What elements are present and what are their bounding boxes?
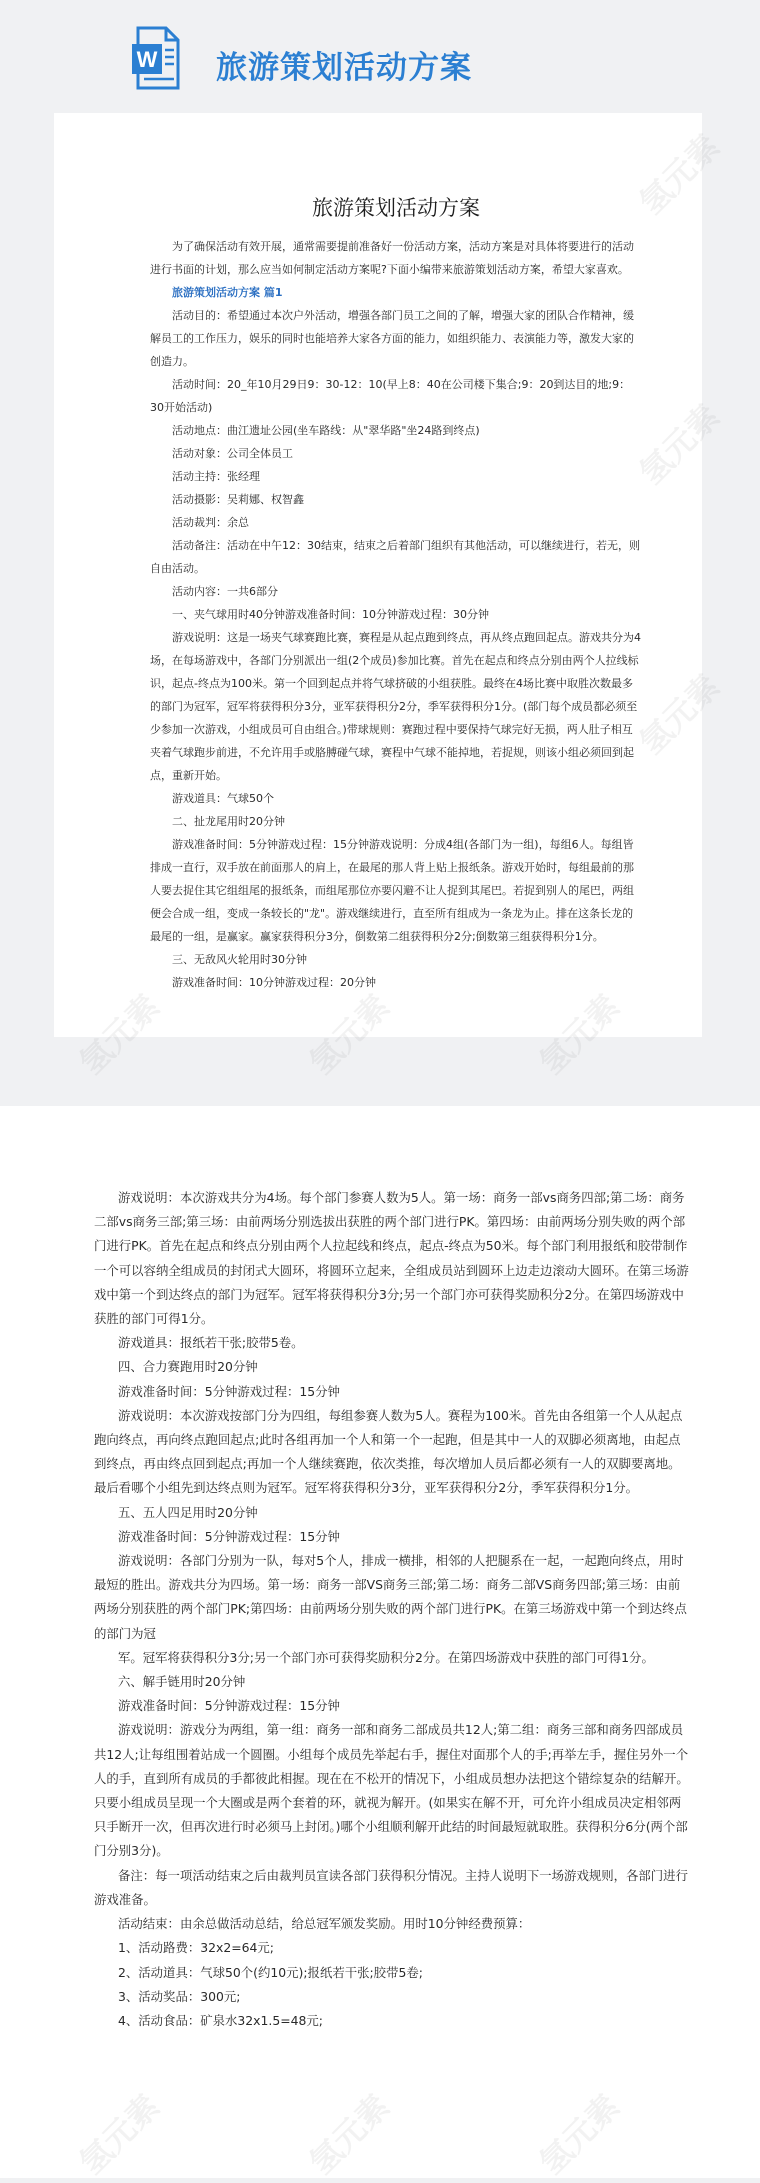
paragraph: 游戏说明：本次游戏按部门分为四组，每组参赛人数为5人。赛程为100米。首先由各组第一个人从起点跑向终点，再向终点跑回起点;此时各组再加一个人和第一个一起跑，但是其中一人的双脚必须离地，由起点到终点，再由终点回到起点;再加一个人继续赛跑，依次类推，每次增加人员后都必须有一人的双脚要离地。最后看哪个小组先到达终点则为冠军。冠军将获得积分3分，亚军获得积分2分，季军获得积分1分。 <box>94 1407 683 1496</box>
paragraph: 游戏说明：这是一场夹气球赛跑比赛，赛程是从起点跑到终点，再从终点跑回起点。游戏共分为4场，在每场游戏中，各部门分别派出一组(2个成员)参加比赛。首先在起点和终点分别由两个人拉线标识，起点-终点为100米。第一个回到起点并将气球挤破的小组获胜。最终在4场比赛中取胜次数最多的部门为冠军，冠军将获得积分3分，亚军获得积分2分，季军获得积分1分。(部门每个成员都必须至少参加一次游戏，小组成员可自由组合。)带球规则：赛跑过程中要保持气球完好无损，两人肚子相互夹着气球跑步前进，不允许用手或胳膊碰气球，赛程中气球不能掉地，若捉规，则该小组必须回到起点，重新开始。 <box>150 631 641 782</box>
paragraph: 备注：每一项活动结束之后由裁判员宣读各部门获得积分情况。主持人说明下一场游戏规则，各部门进行游戏准备。 <box>94 1867 688 1907</box>
list-item: 4、活动食品：矿泉水32x1.5=48元; <box>118 2012 323 2028</box>
list-item: 2、活动道具：气球50个(约10元);报纸若干张;胶带5卷; <box>118 1964 423 1980</box>
paragraph: 游戏准备时间：5分钟游戏过程：15分钟游戏说明：分成4组(各部门为一组)，每组6人。每组皆排成一直行，双手放在前面那人的肩上，在最尾的那人背上贴上报纸条。游戏开始时，每组最前的那人要去捉住其它组组尾的报纸条，而组尾那位亦要闪避不让人捉到其尾巴。若捉到别人的尾巴，两组便会合成一组，变成一条较长的"龙"。游戏继续进行，直至所有组成为一条龙为止。排在这条长龙的最尾的一组，是赢家。赢家获得积分3分，倒数第二组获得积分2分;倒数第三组获得积分1分。 <box>150 838 634 943</box>
banner <box>0 0 760 110</box>
paragraph: 活动摄影：吴莉娜、权智鑫 <box>172 493 304 506</box>
word-icon-letter: W <box>136 47 158 72</box>
intro-paragraph: 为了确保活动有效开展，通常需要提前准备好一份活动方案，活动方案是对具体将要进行的活动进行书面的计划，那么应当如何制定活动方案呢?下面小编带来旅游策划活动方案，希望大家喜欢。 <box>150 240 634 276</box>
paragraph: 活动时间：20_年10月29日9：30-12：10(早上8：40在公司楼下集合;9：20到达目的地;9：30开始活动) <box>150 378 631 414</box>
paragraph: 三、无敌风火轮用时30分钟 <box>172 953 307 966</box>
page-2-content <box>94 1186 690 2033</box>
paragraph: 五、五人四足用时20分钟 <box>118 1504 258 1520</box>
paragraph: 六、解手链用时20分钟 <box>118 1674 246 1690</box>
page-1-content <box>150 193 642 994</box>
list-item: 1、活动路费：32x2=64元; <box>118 1940 274 1956</box>
paragraph: 活动裁判：余总 <box>172 516 249 529</box>
paragraph: 活动内容：一共6部分 <box>172 585 278 598</box>
paragraph: 军。冠军将获得积分3分;另一个部门亦可获得奖励积分2分。在第四场游戏中获胜的部门可得1分。 <box>118 1649 654 1665</box>
paragraph: 一、夹气球用时40分钟游戏准备时间：10分钟游戏过程：30分钟 <box>172 608 489 621</box>
paragraph: 活动对象：公司全体员工 <box>172 447 293 460</box>
paragraph: 游戏准备时间：5分钟游戏过程：15分钟 <box>118 1698 340 1714</box>
list-item: 3、活动奖品：300元; <box>118 1988 241 2004</box>
paragraph: 游戏道具：报纸若干张;胶带5卷。 <box>118 1335 304 1351</box>
paragraph: 四、合力赛跑用时20分钟 <box>118 1359 258 1375</box>
paragraph: 活动目的：希望通过本次户外活动，增强各部门员工之间的了解，增强大家的团队合作精神，缓解员工的工作压力，娱乐的同时也能培养大家各方面的能力，如组织能力、表演能力等，激发大家的创造力。 <box>150 309 634 368</box>
paragraph: 活动备注：活动在中午12：30结束，结束之后着部门组织有其他活动，可以继续进行，若无，则自由活动。 <box>150 539 640 575</box>
paragraph: 游戏说明：各部门分别为一队，每对5个人，排成一横排，相邻的人把腿系在一起，一起跑向终点，用时最短的胜出。游戏共分为四场。第一场：商务一部VS商务三部;第二场：商务二部VS商务四部;第三场：由前两场分别获胜的两个部门PK;第四场：由前两场分别失败的两个部门进行PK。在第三场游戏中第一个到达终点的部门为冠 <box>94 1553 687 1641</box>
banner-title: 旅游策划活动方案 <box>216 50 472 86</box>
paragraph: 游戏准备时间：5分钟游戏过程：15分钟 <box>118 1528 340 1544</box>
paragraph: 活动地点：曲江遗址公园(坐车路线：从"翠华路"坐24路到终点) <box>172 424 480 437</box>
paragraph: 游戏说明：游戏分为两组，第一组：商务一部和商务二部成员共12人;第二组：商务三部和商务四部成员共12人;让每组围着站成一个圆圈。小组每个成员先举起右手，握住对面那个人的手;再举左手，握住另外一个人的手，直到所有成员的手都彼此相握。现在在不松开的情况下，小组成员想办法把这个错综复杂的结解开。只要小组成员呈现一个大圈或是两个套着的环，就视为解开。(如果实在解不开，可允许小组成员决定相邻两只手断开一次，但再次进行时必须马上封闭。)哪个小组顺利解开此结的时间最短就取胜。获得积分6分(两个部门分别3分)。 <box>94 1722 689 1859</box>
word-document-icon <box>132 26 182 90</box>
paragraph: 游戏道具：气球50个 <box>172 792 274 805</box>
paragraph: 游戏准备时间：5分钟游戏过程：15分钟 <box>118 1383 340 1399</box>
section-heading: 旅游策划活动方案 篇1 <box>172 286 283 299</box>
paragraph: 二、扯龙尾用时20分钟 <box>172 815 285 828</box>
paragraph: 游戏准备时间：10分钟游戏过程：20分钟 <box>172 976 376 989</box>
paragraph: 活动主持：张经理 <box>172 470 260 483</box>
document-title: 旅游策划活动方案 <box>312 196 480 220</box>
paragraph: 游戏说明：本次游戏共分为4场。每个部门参赛人数为5人。第一场：商务一部vs商务四部;第二场：商务二部vs商务三部;第三场：由前两场分别选拔出获胜的两个部门进行PK。第四场：由前两场分别失败的两个部门进行PK。首先在起点和终点分别由两个人拉起线和终点，起点-终点为50米。每个部门利用报纸和胶带制作一个可以容纳全组成员的封闭式大圆环，将圆环立起来，全组成员站到圆环上边走边滚动大圆环。在第三场游戏中第一个到达终点的部门为冠军。冠军将获得积分3分;另一个部门亦可获得奖励积分2分。在第四场游戏中获胜的部门可得1分。 <box>94 1190 689 1327</box>
paragraph: 活动结束：由余总做活动总结，给总冠军颁发奖励。用时10分钟经费预算： <box>118 1916 531 1932</box>
